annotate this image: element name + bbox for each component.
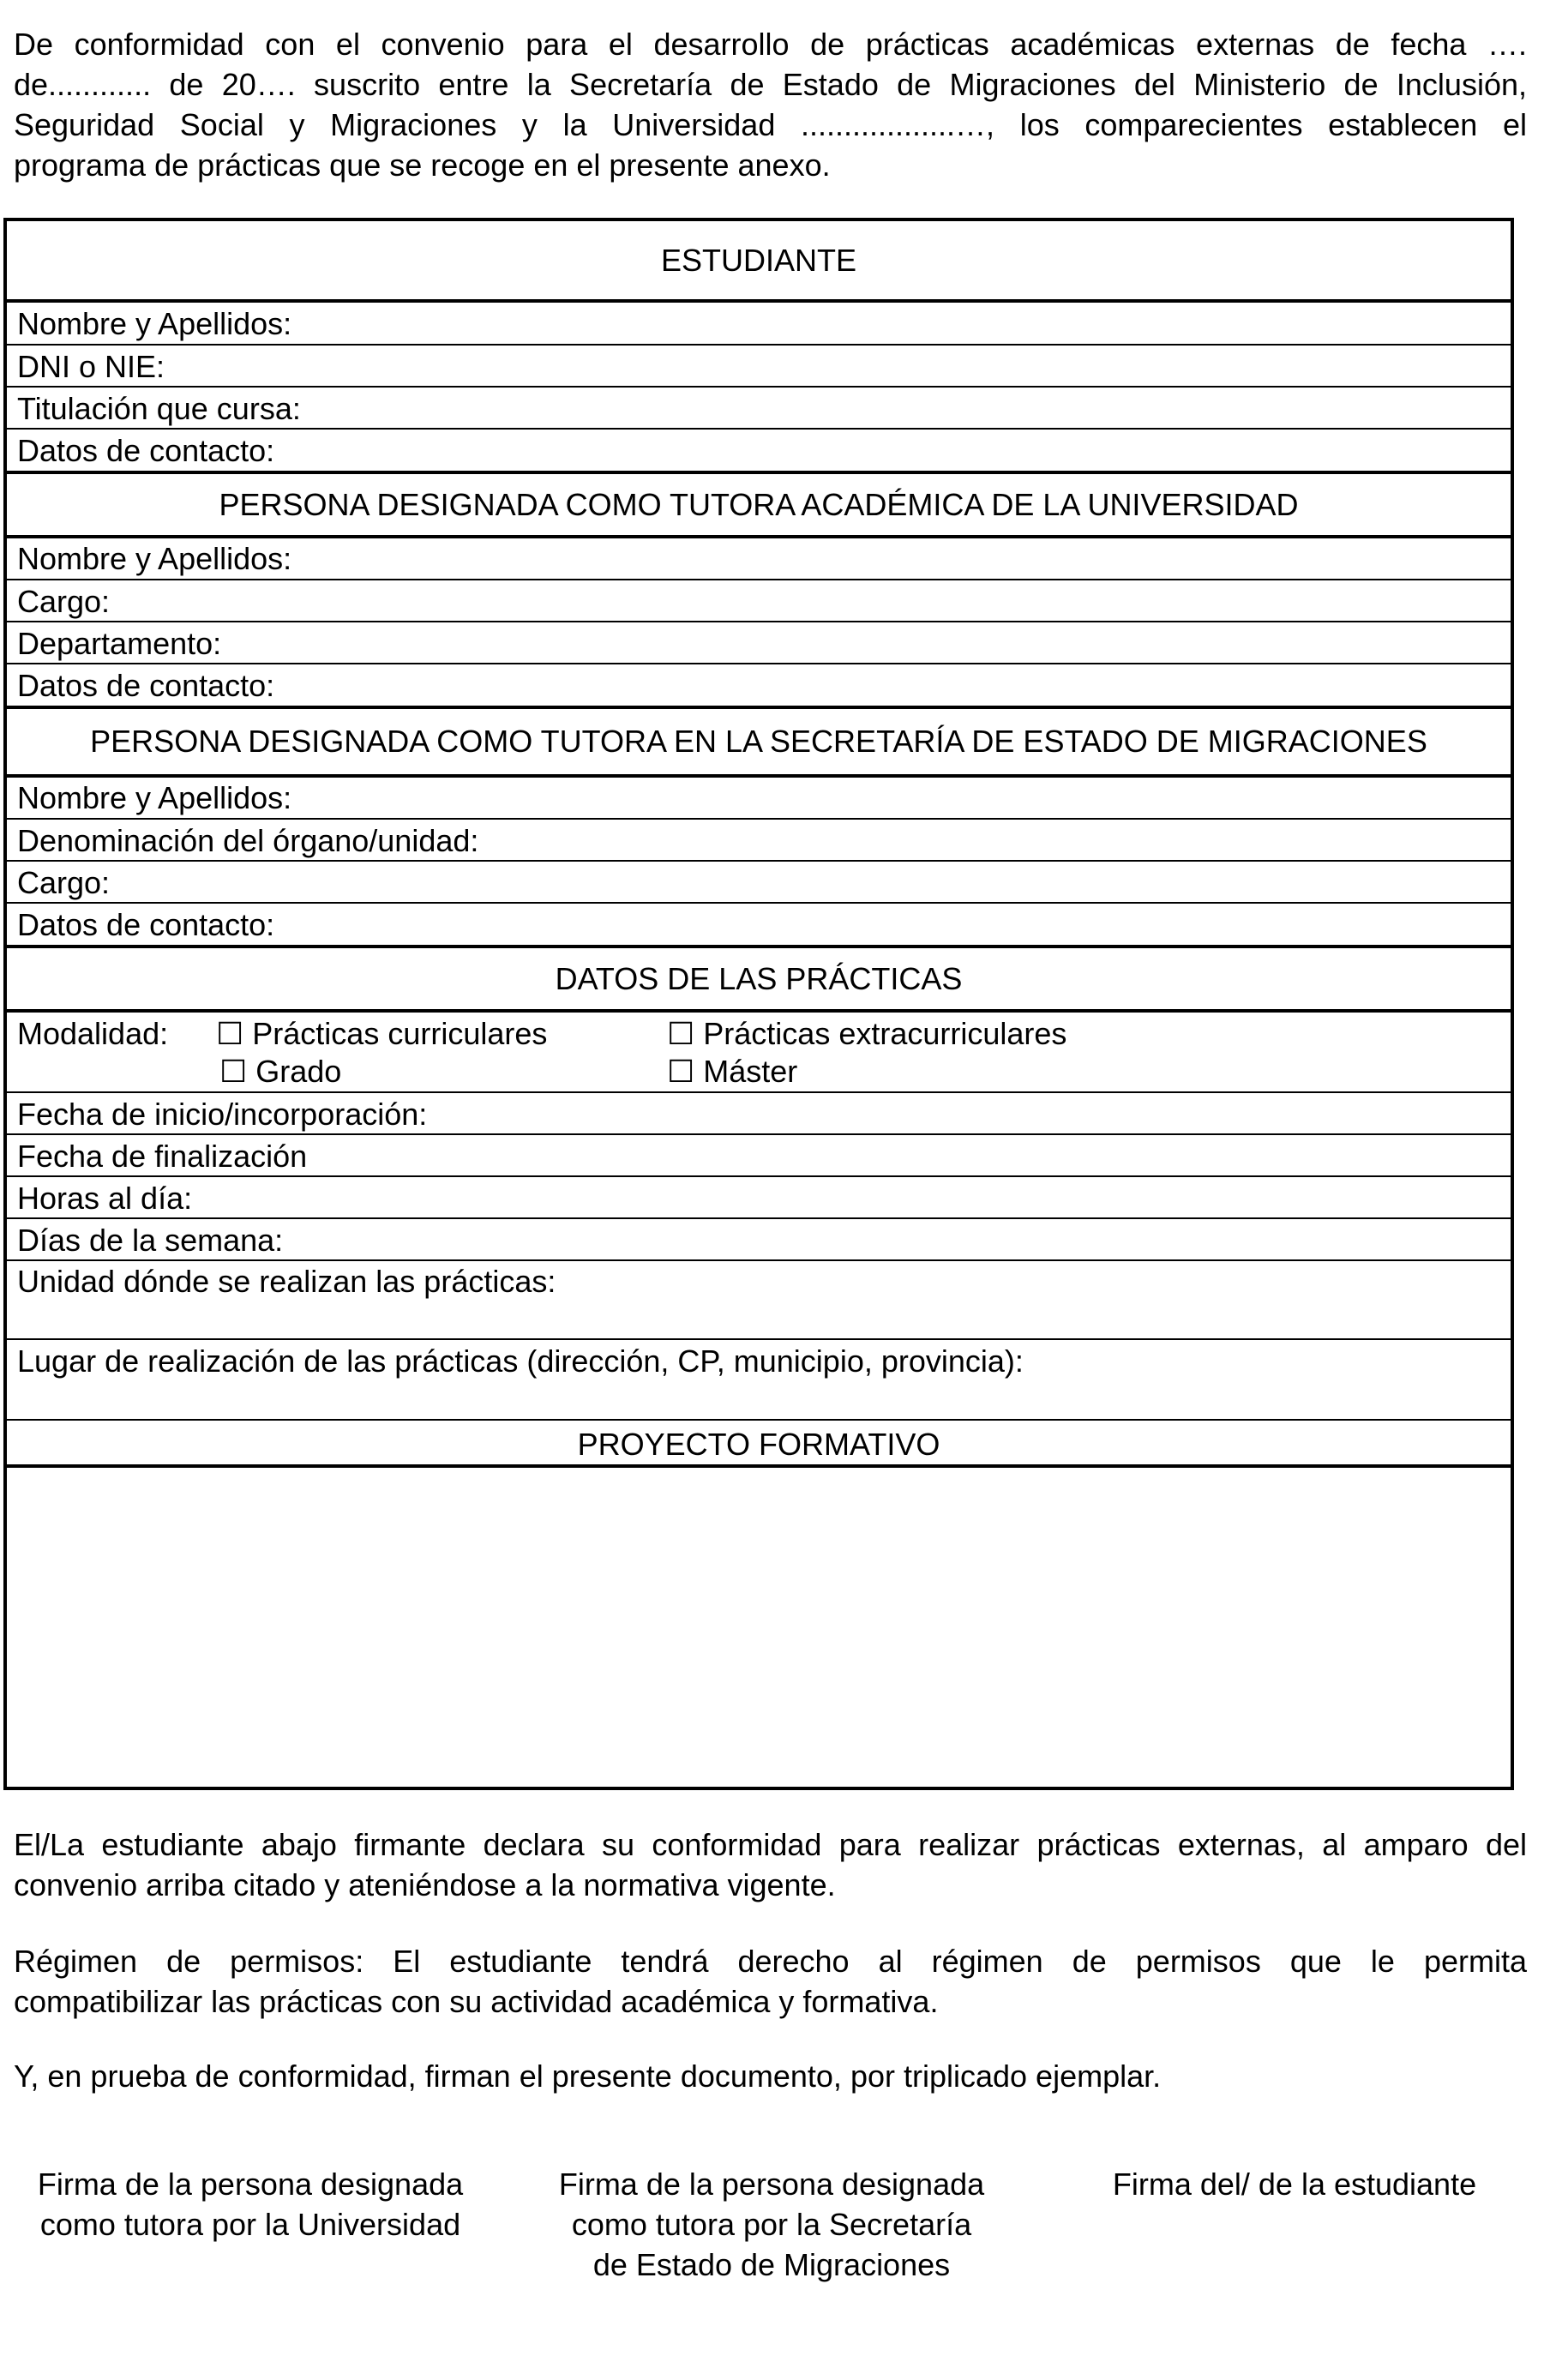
field-label: DNI o NIE: [17,349,165,384]
practicas-form-table [3,218,1514,1790]
section-title: DATOS DE LAS PRÁCTICAS [555,961,963,996]
field-label: Departamento: [17,626,222,661]
field-label: Datos de contacto: [17,668,275,703]
checkbox-grado[interactable]: ☐ Grado [219,1054,342,1089]
field-tutor-univ-cargo[interactable] [7,580,1511,622]
field-modalidad [7,1013,1511,1093]
field-tutor-univ-nombre[interactable] [7,538,1511,580]
field-estudiante-nombre[interactable] [7,303,1511,346]
field-label: Titulación que cursa: [17,391,301,426]
field-estudiante-dni[interactable] [7,346,1511,388]
field-lugar[interactable] [7,1340,1511,1421]
field-label: Denominación del órgano/unidad: [17,823,479,858]
checkbox-practicas-extracurriculares[interactable]: ☐ Prácticas extracurriculares [667,1016,1067,1051]
declaracion-paragraph [14,1824,1527,1905]
section-header-proyecto [7,1421,1511,1468]
intro-line: De conformidad con el convenio para el desarrollo de prácticas académicas externas de fecha …. [14,27,1527,62]
field-label: Horas al día: [17,1181,193,1216]
field-tutor-sem-cargo[interactable] [7,862,1511,904]
modalidad-label: Modalidad: [17,1016,169,1051]
field-tutor-sem-contacto[interactable] [7,904,1511,948]
section-header-tutor-universidad [7,474,1511,538]
section-title: ESTUDIANTE [660,243,857,278]
paragraph-line: convenio arriba citado y ateniéndose a la normativa vigente. [14,1867,836,1902]
field-label: Nombre y Apellidos: [17,780,292,815]
permisos-paragraph [14,1941,1527,2022]
intro-line: Seguridad Social y Migraciones y la Universidad ..................…, los comparecientes establecen el [14,107,1527,142]
signature-block-estudiante [1054,2164,1535,2204]
section-title: PERSONA DESIGNADA COMO TUTORA EN LA SECRETARÍA DE ESTADO DE MIGRACIONES [90,724,1427,759]
field-estudiante-titulacion[interactable] [7,388,1511,430]
field-label: Unidad dónde se realizan las prácticas: [17,1264,556,1299]
field-estudiante-contacto[interactable] [7,430,1511,474]
field-label: Cargo: [17,584,111,619]
intro-line: de............ de 20…. suscrito entre la Secretaría de Estado de Migraciones del Ministerio de Inclusión, [14,67,1527,102]
signature-caption: Firma del/ de la estudiante [1112,2167,1477,2202]
field-tutor-univ-contacto[interactable] [7,664,1511,709]
paragraph-line: El/La estudiante abajo firmante declara su conformidad para realizar prácticas externas, al amparo del [14,1827,1527,1862]
paragraph-line: compatibilizar las prácticas con su actividad académica y formativa. [14,1984,939,2019]
section-header-estudiante [7,221,1511,303]
signature-block-secretaria [532,2164,1012,2285]
proyecto-formativo-area[interactable] [7,1468,1511,1787]
section-header-practicas [7,948,1511,1013]
field-label: Fecha de inicio/incorporación: [17,1097,428,1132]
field-fecha-inicio[interactable] [7,1093,1511,1135]
field-label: Lugar de realización de las prácticas (dirección, CP, municipio, provincia): [17,1343,1024,1379]
signature-caption: Firma de la persona designada [37,2167,464,2202]
conformidad-paragraph [14,2056,1527,2096]
field-label: Datos de contacto: [17,433,275,468]
field-tutor-sem-organo[interactable] [7,820,1511,862]
checkbox-master[interactable]: ☐ Máster [667,1054,798,1089]
intro-paragraph [14,24,1527,185]
field-label: Nombre y Apellidos: [17,541,292,576]
field-label: Cargo: [17,865,111,900]
paragraph-line: Y, en prueba de conformidad, firman el presente documento, por triplicado ejemplar. [14,2058,1162,2094]
signature-caption: como tutora por la Secretaría [571,2207,972,2242]
field-tutor-sem-nombre[interactable] [7,778,1511,820]
section-title: PERSONA DESIGNADA COMO TUTORA ACADÉMICA DE LA UNIVERSIDAD [219,487,1299,522]
field-label: Fecha de finalización [17,1139,308,1174]
checkbox-practicas-curriculares[interactable]: ☐ Prácticas curriculares [216,1016,548,1051]
intro-line: programa de prácticas que se recoge en el presente anexo. [14,147,831,183]
field-label: Días de la semana: [17,1223,284,1258]
signature-caption: Firma de la persona designada [558,2167,985,2202]
signature-caption: como tutora por la Universidad [39,2207,461,2242]
field-unidad[interactable] [7,1261,1511,1340]
field-label: Nombre y Apellidos: [17,306,292,341]
field-horas-dia[interactable] [7,1177,1511,1219]
field-fecha-finalizacion[interactable] [7,1135,1511,1177]
signature-caption: de Estado de Migraciones [592,2247,951,2282]
field-dias-semana[interactable] [7,1219,1511,1261]
paragraph-line: Régimen de permisos: El estudiante tendrá derecho al régimen de permisos que le permita [14,1944,1527,1979]
field-tutor-univ-departamento[interactable] [7,622,1511,664]
section-header-tutor-secretaria [7,709,1511,778]
field-label: Datos de contacto: [17,907,275,942]
signature-block-universidad [10,2164,490,2245]
section-title: PROYECTO FORMATIVO [577,1427,940,1462]
